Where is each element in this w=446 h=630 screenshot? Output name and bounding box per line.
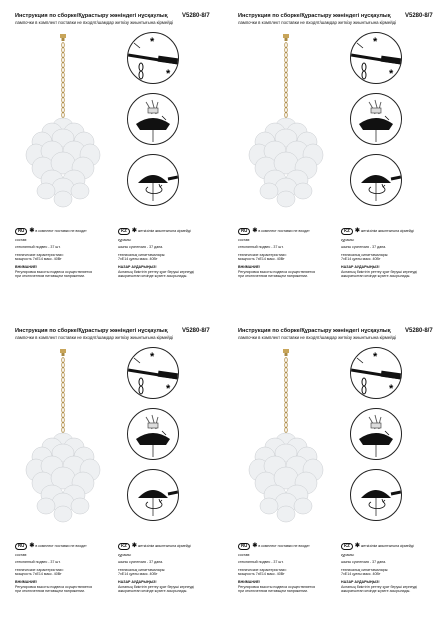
glass-petals [249,118,323,207]
sheet-title [238,13,438,19]
chandelier-illustration [0,343,122,533]
composition-label: құрамы: [118,237,132,242]
warning-line-2: при отключенном питающем напряжении. [238,589,309,594]
info-block-kz [118,543,218,594]
info-block-ru [238,228,338,279]
star-icon: ✱ [252,542,258,549]
canopy-fix-drawing [351,470,401,520]
star-note: жеткізілім жиынтығына кірмейді [360,544,414,548]
language-badge-ru: RU [238,543,250,550]
specs-value: 7хE14 қуаты макс. 40Вт [118,257,158,262]
ceiling-canopy [283,34,289,41]
ceiling-canopy [283,349,289,356]
language-badge-kz: KZ [341,543,353,550]
title-text: Инструкция по сборке/Құрастыру жөніндегі нұсқаулық [15,328,168,334]
specs-label: техникалық сипаттамалары: [341,252,389,257]
star-mark: * [389,68,394,80]
specs-label: технические характеристики: [15,252,64,257]
step-3-canopy-fix [127,154,179,206]
star-mark: * [166,68,171,80]
composition-label: құрамы: [118,552,132,557]
wiring-drawing [351,409,401,459]
wiring-drawing [128,94,178,144]
sheet-title [15,13,215,19]
step-3-canopy-fix [127,469,179,521]
language-badge-kz: KZ [118,228,130,235]
instruction-sheet-bottom-left [0,315,223,630]
star-mark: * [150,36,155,48]
star-icon: ✱ [252,227,258,234]
step-2-wiring [127,408,179,460]
star-icon: ✱ [354,227,360,234]
sheet-subtitle: лампочки в комплект поставки не входят/шамдар жеткізу жиынтығына кірмейді [238,20,397,25]
composition-label: құрамы: [341,552,355,557]
star-mark: * [373,36,378,48]
assembly-steps [347,28,403,218]
specs-value: 7хE14 қуаты макс. 40Вт [341,572,381,577]
warning-line-1: Аспаның биіктігін реттеу қуат беруші кернеуді [341,269,418,274]
info-block-kz [341,543,441,594]
sheet-title [15,328,215,334]
ceiling-canopy [60,349,66,356]
ceiling-mount-drawing [128,33,178,83]
glass-petals [26,433,100,522]
composition-value: шыны суспензия - 37 дана. [341,245,387,250]
star-icon: ✱ [131,542,137,549]
composition-value: стеклянный подвес - 37 шт. [15,245,61,250]
star-mark: * [389,383,394,395]
warning-line-2: ажыратылған кезінде жүзеге асырылады. [118,274,188,279]
language-badge-ru: RU [238,228,250,235]
warning-line-1: Аспаның биіктігін реттеу қуат беруші кернеуді [118,269,195,274]
star-note: в комплект поставки не входит [258,229,310,233]
composition-value: шыны суспензия - 37 дана. [118,560,164,565]
ceiling-canopy [60,34,66,41]
model-code: V5280-8/7 [405,328,433,334]
composition-value: шыны суспензия - 37 дана. [118,245,164,250]
star-note: в комплект поставки не входит [35,544,87,548]
step-1-chain-mount [127,32,179,84]
specs-label: техникалық сипаттамалары: [118,252,166,257]
instruction-sheet-bottom-right [223,315,446,630]
specs-label: технические характеристики: [238,252,287,257]
language-badge-ru: RU [15,543,27,550]
step-3-canopy-fix [350,469,402,521]
sheet-subtitle: лампочки в комплект поставки не входят/шамдар жеткізу жиынтығына кірмейді [15,335,174,340]
warning-line-1: Аспаның биіктігін реттеу қуат беруші кернеуді [341,584,418,589]
step-2-wiring [350,93,402,145]
warning-line-1: Регулировка высоты подвеса осуществляется [15,269,93,274]
warning-line-2: при отключенном питающем напряжении. [238,274,309,279]
glass-petals [26,118,100,207]
info-block-kz [341,228,441,279]
info-block-kz [118,228,218,279]
chandelier-illustration [223,343,345,533]
sheet-subtitle: лампочки в комплект поставки не входят/шамдар жеткізу жиынтығына кірмейді [238,335,397,340]
star-mark: * [373,351,378,363]
warning-label: НАЗАР АУДАРЫҢЫЗ! [118,579,157,584]
specs-value: 7хE14 қуаты макс. 40Вт [341,257,381,262]
assembly-steps [124,343,180,533]
star-icon: ✱ [354,542,360,549]
composition-label: состав: [238,237,251,242]
specs-value: 7хE14 қуаты макс. 40Вт [118,572,158,577]
specs-label: технические характеристики: [15,567,64,572]
warning-label: ВНИМАНИЕ! [15,264,38,269]
specs-value: мощность 7хE14 макс. 40Вт [238,257,285,262]
assembly-steps [347,343,403,533]
warning-label: НАЗАР АУДАРЫҢЫЗ! [341,264,380,269]
step-1-chain-mount [127,347,179,399]
info-block-ru [15,228,115,279]
star-note: жеткізілім жиынтығына кірмейді [137,544,191,548]
language-badge-kz: KZ [341,228,353,235]
warning-label: ВНИМАНИЕ! [238,264,261,269]
suspension-chain [285,43,288,118]
wiring-drawing [351,94,401,144]
star-mark: * [150,351,155,363]
composition-value: шыны суспензия - 37 дана. [341,560,387,565]
warning-line-1: Аспаның биіктігін реттеу қуат беруші кернеуді [118,584,195,589]
composition-label: состав: [238,552,251,557]
specs-label: техникалық сипаттамалары: [118,567,166,572]
warning-line-2: ажыратылған кезінде жүзеге асырылады. [341,589,411,594]
composition-label: құрамы: [341,237,355,242]
warning-label: НАЗАР АУДАРЫҢЫЗ! [118,264,157,269]
warning-label: ВНИМАНИЕ! [238,579,261,584]
warning-label: ВНИМАНИЕ! [15,579,38,584]
specs-value: мощность 7хE14 макс. 40Вт [238,572,285,577]
wiring-drawing [128,409,178,459]
info-block-ru [238,543,338,594]
star-mark: * [166,383,171,395]
chandelier-illustration [223,28,345,218]
glass-petals [249,433,323,522]
star-icon: ✱ [131,227,137,234]
composition-value: стеклянный подвес - 37 шт. [238,560,284,565]
step-1-chain-mount [350,347,402,399]
instruction-sheet-top-left [0,0,223,315]
warning-line-1: Регулировка высоты подвеса осуществляется [15,584,93,589]
ceiling-mount-drawing [351,33,401,83]
assembly-steps [124,28,180,218]
model-code: V5280-8/7 [182,13,210,19]
specs-value: мощность 7хE14 макс. 40Вт [15,572,62,577]
canopy-fix-drawing [351,155,401,205]
warning-line-2: при отключенном питающем напряжении. [15,274,86,279]
canopy-fix-drawing [128,470,178,520]
star-note: в комплект поставки не входит [258,544,310,548]
step-1-chain-mount [350,32,402,84]
ceiling-mount-drawing [128,348,178,398]
ceiling-mount-drawing [351,348,401,398]
suspension-chain [62,358,65,433]
info-block-ru [15,543,115,594]
step-2-wiring [127,93,179,145]
warning-line-2: ажыратылған кезінде жүзеге асырылады. [341,274,411,279]
specs-label: технические характеристики: [238,567,287,572]
model-code: V5280-8/7 [405,13,433,19]
star-note: в комплект поставки не входит [35,229,87,233]
warning-line-2: при отключенном питающем напряжении. [15,589,86,594]
suspension-chain [285,358,288,433]
warning-line-1: Регулировка высоты подвеса осуществляется [238,269,316,274]
canopy-fix-drawing [128,155,178,205]
star-note: жеткізілім жиынтығына кірмейді [360,229,414,233]
star-note: жеткізілім жиынтығына кірмейді [137,229,191,233]
composition-value: стеклянный подвес - 37 шт. [238,245,284,250]
title-text: Инструкция по сборке/Құрастыру жөніндегі нұсқаулық [238,13,391,19]
instruction-sheet-top-right [223,0,446,315]
warning-label: НАЗАР АУДАРЫҢЫЗ! [341,579,380,584]
composition-value: стеклянный подвес - 37 шт. [15,560,61,565]
star-icon: ✱ [29,542,35,549]
chandelier-illustration [0,28,122,218]
language-badge-ru: RU [15,228,27,235]
specs-label: техникалық сипаттамалары: [341,567,389,572]
step-3-canopy-fix [350,154,402,206]
suspension-chain [62,43,65,118]
model-code: V5280-8/7 [182,328,210,334]
composition-label: состав: [15,237,28,242]
title-text: Инструкция по сборке/Құрастыру жөніндегі нұсқаулық [238,328,391,334]
step-2-wiring [350,408,402,460]
sheet-subtitle: лампочки в комплект поставки не входят/шамдар жеткізу жиынтығына кірмейді [15,20,174,25]
star-icon: ✱ [29,227,35,234]
language-badge-kz: KZ [118,543,130,550]
composition-label: состав: [15,552,28,557]
warning-line-1: Регулировка высоты подвеса осуществляется [238,584,316,589]
title-text: Инструкция по сборке/Құрастыру жөніндегі нұсқаулық [15,13,168,19]
specs-value: мощность 7хE14 макс. 40Вт [15,257,62,262]
sheet-title [238,328,438,334]
warning-line-2: ажыратылған кезінде жүзеге асырылады. [118,589,188,594]
